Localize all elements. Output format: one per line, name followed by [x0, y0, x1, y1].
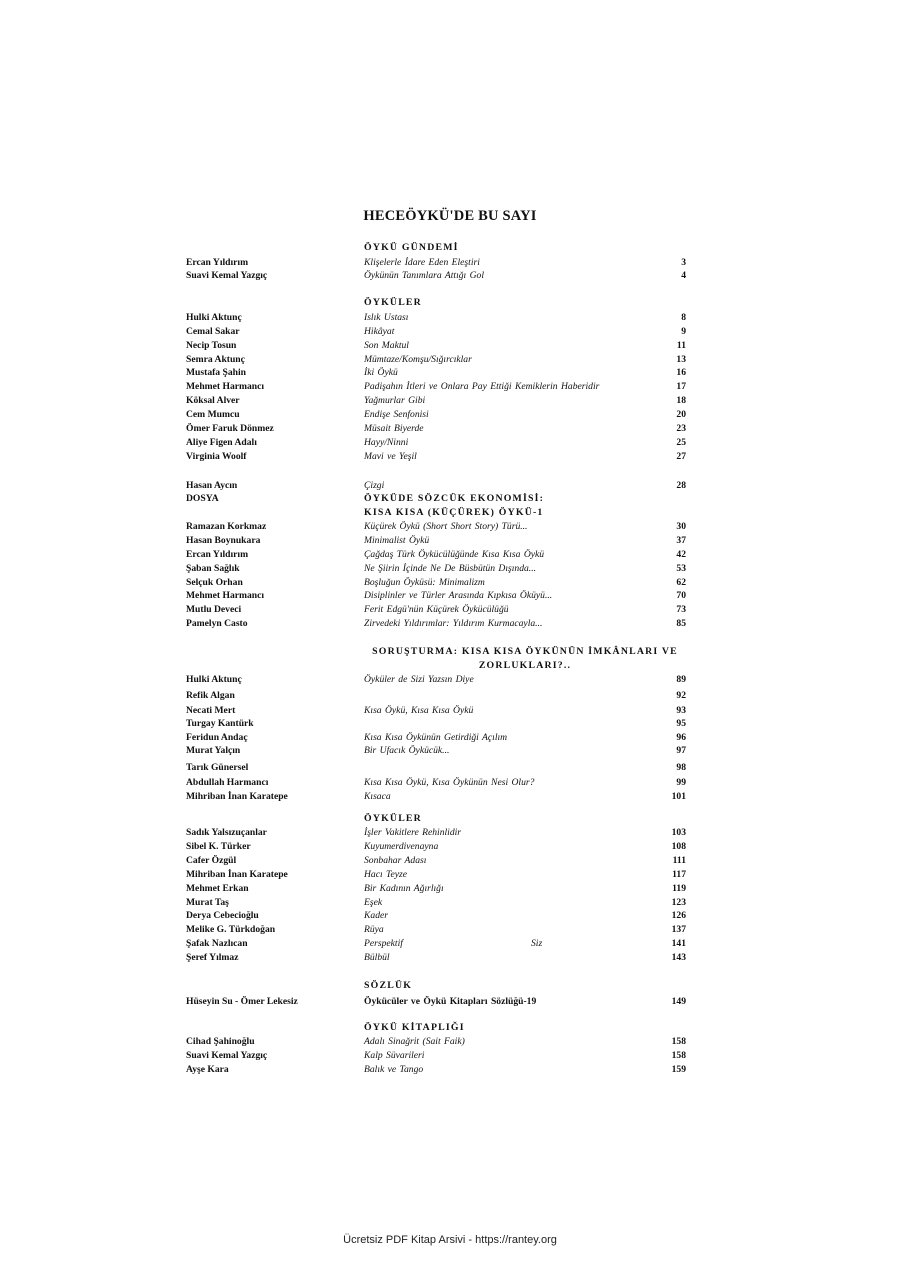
entry-page-number: 117: [672, 869, 686, 880]
toc-entry: [186, 576, 686, 590]
entry-page-number: 3: [681, 257, 686, 268]
entry-extra: Siz: [531, 938, 543, 949]
toc-entry: [186, 562, 686, 576]
entry-page-number: 13: [676, 354, 686, 365]
entry-title: Eşek: [364, 897, 383, 908]
entry-title: Kısa Kısa Öykünün Getirdiği Açılım: [364, 732, 508, 743]
entry-author: Şafak Nazlıcan: [186, 938, 248, 949]
entry-title: Ne Şiirin İçinde Ne De Büsbütün Dışında...: [364, 563, 537, 574]
section-heading: ÖYKÜ KİTAPLIĞI: [364, 1022, 465, 1033]
toc-entry: [186, 761, 686, 775]
toc-entry: [186, 704, 686, 718]
entry-title: Balık ve Tango: [364, 1064, 424, 1075]
entry-title: Bülbül: [364, 952, 390, 963]
entry-author: Sadık Yalsızuçanlar: [186, 827, 267, 838]
section-heading: ÖYKÜLER: [364, 297, 422, 308]
entry-title: Kader: [364, 910, 388, 921]
entry-page-number: 97: [676, 745, 686, 756]
entry-title: Hacı Teyze: [364, 869, 408, 880]
entry-author: Cemal Sakar: [186, 326, 240, 337]
toc-entry: [186, 339, 686, 353]
entry-title: Disiplinler ve Türler Arasında Kıpkısa Öküyü...: [364, 590, 553, 601]
entry-title: Küçürek Öykü (Short Short Story) Türü...: [364, 521, 528, 532]
entry-page-number: 37: [676, 535, 686, 546]
entry-title: Adalı Sinağrit (Sait Faik): [364, 1036, 465, 1047]
entry-page-number: 137: [671, 924, 686, 935]
toc-entry: [186, 589, 686, 603]
toc-entry: [186, 617, 686, 631]
entry-page-number: 159: [671, 1064, 686, 1075]
entry-title: Öykücüler ve Öykü Kitapları Sözlüğü-19: [364, 996, 537, 1007]
toc-entry: [186, 744, 686, 758]
entry-title: Müsait Biyerde: [364, 423, 424, 434]
entry-author: Pamelyn Casto: [186, 618, 248, 629]
entry-author: Semra Aktunç: [186, 354, 245, 365]
entry-title: Öykünün Tanımlara Attığı Gol: [364, 270, 484, 281]
entry-author: Necip Tosun: [186, 340, 237, 351]
entry-page-number: 53: [676, 563, 686, 574]
entry-page-number: 8: [681, 312, 686, 323]
section-heading-line2: KISA KISA (KÜÇÜREK) ÖYKÜ-1: [364, 507, 544, 518]
entry-author: Turgay Kantürk: [186, 718, 254, 729]
toc-entry: [186, 603, 686, 617]
toc-entry: [186, 1063, 686, 1077]
entry-title: Sonbahar Adası: [364, 855, 427, 866]
entry-author: Aliye Figen Adalı: [186, 437, 257, 448]
entry-author: Ramazan Korkmaz: [186, 521, 267, 532]
entry-title: Kısa Öykü, Kısa Kısa Öykü: [364, 705, 474, 716]
entry-page-number: 89: [676, 674, 686, 685]
entry-page-number: 149: [671, 996, 686, 1007]
entry-author: Ercan Yıldırım: [186, 257, 249, 268]
entry-title: İki Öykü: [364, 367, 398, 378]
toc-entry: [186, 995, 686, 1009]
toc-entry: [186, 394, 686, 408]
toc-entry: [186, 868, 686, 882]
entry-title: Son Maktul: [364, 340, 409, 351]
footer-text: Ücretsiz PDF Kitap Arsivi - https://rantey.org: [343, 1234, 557, 1246]
entry-author: Hulki Aktunç: [186, 674, 242, 685]
entry-title: Kısa Kısa Öykü, Kısa Öykünün Nesi Olur?: [364, 777, 535, 788]
entry-author: Mehmet Harmancı: [186, 381, 265, 392]
toc-entry: [186, 854, 686, 868]
entry-author: Tarık Günersel: [186, 762, 249, 773]
entry-title: Çağdaş Türk Öykücülüğünde Kısa Kısa Öykü: [364, 549, 545, 560]
entry-author: Derya Cebecioğlu: [186, 910, 259, 921]
entry-page-number: 103: [671, 827, 686, 838]
entry-author: Hasan Aycın: [186, 480, 238, 491]
entry-title: Klişelerle İdare Eden Eleştiri: [364, 257, 480, 268]
entry-author: Şeref Yılmaz: [186, 952, 239, 963]
entry-page-number: 70: [676, 590, 686, 601]
toc-entry: [186, 923, 686, 937]
entry-page-number: 20: [676, 409, 686, 420]
section-heading: ÖYKÜLER: [364, 813, 422, 824]
entry-title: İşler Vakitlere Rehinlidir: [364, 827, 462, 838]
entry-author: Mihriban İnan Karatepe: [186, 869, 288, 880]
entry-page-number: 28: [676, 480, 686, 491]
entry-page-number: 16: [676, 367, 686, 378]
toc-entry: [186, 479, 686, 493]
toc-entry: [186, 256, 686, 270]
entry-page-number: 93: [676, 705, 686, 716]
entry-title: Öyküler de Sizi Yazsın Diye: [364, 674, 474, 685]
entry-title: Bir Kadının Ağırlığı: [364, 883, 444, 894]
entry-page-number: 119: [672, 883, 686, 894]
entry-page-number: 62: [676, 577, 686, 588]
toc-entry: [186, 826, 686, 840]
entry-page-number: 123: [671, 897, 686, 908]
entry-page-number: 111: [672, 855, 686, 866]
section-heading: SORUŞTURMA: KISA KISA ÖYKÜNÜN İMKÂNLARI VE ZORLUKLARI?..: [372, 646, 678, 671]
entry-author: Suavi Kemal Yazgıç: [186, 270, 268, 281]
entry-page-number: 141: [671, 938, 686, 949]
entry-author: Suavi Kemal Yazgıç: [186, 1050, 268, 1061]
entry-page-number: 143: [671, 952, 686, 963]
entry-author: Refik Algan: [186, 690, 235, 701]
entry-page-number: 95: [676, 718, 686, 729]
entry-author: Hasan Boynukara: [186, 535, 261, 546]
section-heading: SÖZLÜK: [364, 980, 413, 991]
entry-author: Mihriban İnan Karatepe: [186, 791, 288, 802]
toc-entry: [186, 717, 686, 731]
entry-title: Islık Ustası: [364, 312, 409, 323]
entry-page-number: 158: [671, 1050, 686, 1061]
entry-page-number: 25: [676, 437, 686, 448]
section-heading: ÖYKÜDE SÖZCÜK EKONOMİSİ:: [364, 493, 545, 504]
entry-title: Çizgi: [364, 480, 385, 491]
toc-entry: [186, 353, 686, 367]
toc-entry: [186, 380, 686, 394]
toc-entry: [186, 790, 686, 804]
entry-title: Endişe Senfonisi: [364, 409, 429, 420]
entry-author: Abdullah Harmancı: [186, 777, 269, 788]
toc-entry: [186, 776, 686, 790]
entry-page-number: 27: [676, 451, 686, 462]
entry-author: Cem Mumcu: [186, 409, 240, 420]
toc-entry: [186, 408, 686, 422]
entry-author: Feridun Andaç: [186, 732, 248, 743]
entry-author: Ercan Yıldırım: [186, 549, 249, 560]
entry-page-number: 11: [676, 340, 686, 351]
entry-author: Melike G. Türkdoğan: [186, 924, 276, 935]
toc-entry: [186, 731, 686, 745]
entry-author: Mehmet Harmancı: [186, 590, 265, 601]
toc-entry: [186, 422, 686, 436]
toc-entry: [186, 548, 686, 562]
entry-author: Sibel K. Türker: [186, 841, 251, 852]
toc-entry: [186, 366, 686, 380]
entry-title: Rüya: [364, 924, 384, 935]
entry-page-number: 92: [676, 690, 686, 701]
entry-page-number: 30: [676, 521, 686, 532]
entry-title: Kuyumerdivenayna: [364, 841, 439, 852]
entry-title: Zirvedeki Yıldırımlar: Yıldırım Kurmacayla...: [364, 618, 543, 629]
entry-title: Hikâyat: [364, 326, 395, 337]
entry-author: Cihad Şahinoğlu: [186, 1036, 255, 1047]
entry-author: Şaban Sağlık: [186, 563, 240, 574]
entry-title: Mümtaze/Komşu/Sığırcıklar: [364, 354, 472, 365]
entry-page-number: 108: [671, 841, 686, 852]
toc-entry: [186, 269, 686, 283]
section-label: [186, 492, 686, 506]
entry-title: Minimalist Öykü: [364, 535, 430, 546]
entry-title: Perspektif: [364, 938, 403, 949]
toc-entry: [186, 689, 686, 703]
entry-author: Mustafa Şahin: [186, 367, 246, 378]
section-heading: ÖYKÜ GÜNDEMİ: [364, 242, 459, 253]
entry-page-number: 96: [676, 732, 686, 743]
entry-page-number: 23: [676, 423, 686, 434]
entry-page-number: 73: [676, 604, 686, 615]
entry-author: Ayşe Kara: [186, 1064, 229, 1075]
entry-title: Boşluğun Öyküsü: Minimalizm: [364, 577, 485, 588]
entry-page-number: 158: [671, 1036, 686, 1047]
entry-title: Ferit Edgü'nün Küçürek Öykücülüğü: [364, 604, 509, 615]
toc-entry: [186, 311, 686, 325]
toc-entry: [186, 1049, 686, 1063]
entry-title: Hayy/Ninni: [364, 437, 409, 448]
entry-page-number: 42: [676, 549, 686, 560]
page-title: HECEÖYKÜ'DE BU SAYI: [363, 208, 537, 224]
toc-entry: [186, 520, 686, 534]
toc-entry: [186, 896, 686, 910]
entry-author: Mehmet Erkan: [186, 883, 249, 894]
entry-page-number: 4: [681, 270, 686, 281]
toc-entry: [186, 909, 686, 923]
entry-author: Selçuk Orhan: [186, 577, 243, 588]
entry-page-number: 99: [676, 777, 686, 788]
entry-page-number: 85: [676, 618, 686, 629]
entry-page-number: 126: [671, 910, 686, 921]
entry-author: Ömer Faruk Dönmez: [186, 423, 274, 434]
entry-title: Padişahın İtleri ve Onlara Pay Ettiği Kemiklerin Haberidir: [364, 381, 600, 392]
toc-entry: [186, 450, 686, 464]
entry-title: Mavi ve Yeşil: [364, 451, 417, 462]
toc-entry: [186, 534, 686, 548]
entry-title: Bir Ufacık Öykücük...: [364, 745, 450, 756]
toc-entry: [186, 325, 686, 339]
entry-page-number: 18: [676, 395, 686, 406]
entry-author: Cafer Özgül: [186, 855, 237, 866]
entry-author: Köksal Alver: [186, 395, 240, 406]
entry-page-number: 98: [676, 762, 686, 773]
entry-page-number: 9: [681, 326, 686, 337]
toc-entry: [186, 436, 686, 450]
toc-entry: [186, 840, 686, 854]
entry-title: Kısaca: [364, 791, 391, 802]
entry-author: Murat Yalçın: [186, 745, 241, 756]
entry-author: Virginia Woolf: [186, 451, 247, 462]
toc-entry: [186, 882, 686, 896]
toc-entry: [186, 673, 686, 687]
toc-entry: [186, 937, 686, 951]
section-label-text: DOSYA: [186, 493, 219, 504]
entry-page-number: 17: [676, 381, 686, 392]
entry-title: Yağmurlar Gibi: [364, 395, 426, 406]
entry-author: Hüseyin Su - Ömer Lekesiz: [186, 996, 298, 1007]
entry-page-number: 101: [671, 791, 686, 802]
entry-author: Mutlu Deveci: [186, 604, 242, 615]
entry-author: Necati Mert: [186, 705, 236, 716]
toc-entry: [186, 1035, 686, 1049]
entry-author: Hulki Aktunç: [186, 312, 242, 323]
toc-entry: [186, 951, 686, 965]
entry-title: Kalp Süvarileri: [364, 1050, 425, 1061]
entry-author: Murat Taş: [186, 897, 229, 908]
